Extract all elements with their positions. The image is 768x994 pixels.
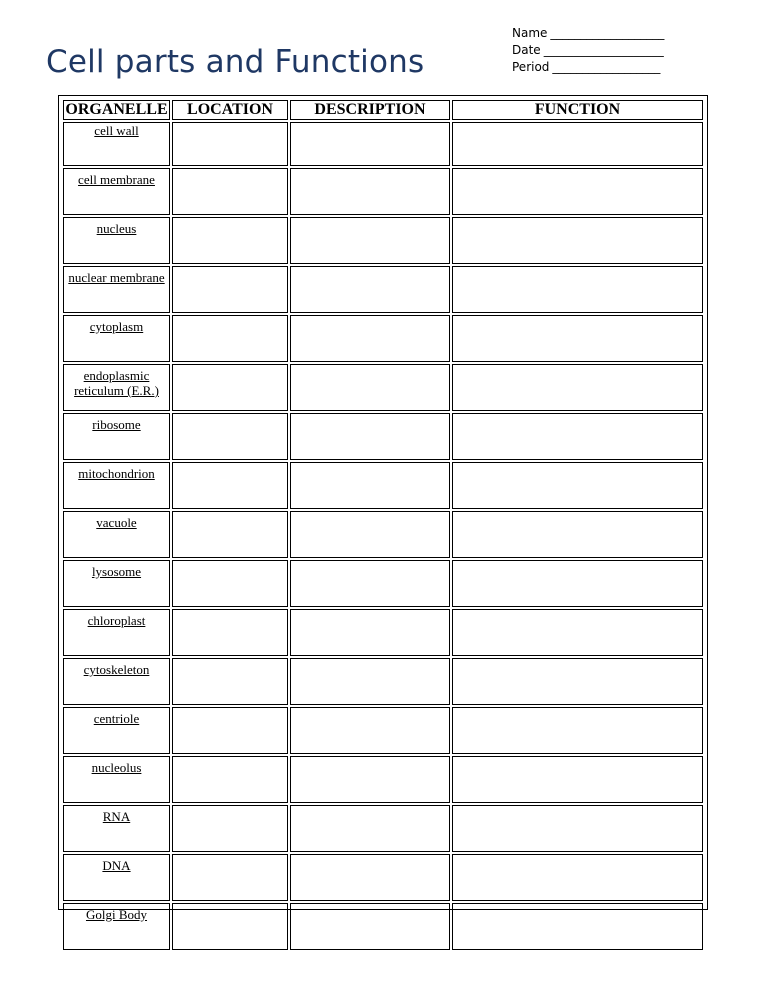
- worksheet-table-frame: [58, 95, 708, 922]
- description-cell[interactable]: [290, 658, 450, 705]
- student-info: [512, 25, 664, 76]
- location-cell[interactable]: [172, 511, 288, 558]
- description-cell[interactable]: [290, 462, 450, 509]
- header-function: FUNCTION: [452, 100, 703, 120]
- location-cell[interactable]: [172, 413, 288, 460]
- organelle-cell: centriole: [63, 707, 170, 754]
- name-field[interactable]: [512, 25, 664, 42]
- location-cell[interactable]: [172, 707, 288, 754]
- table-row: [63, 903, 703, 950]
- location-cell[interactable]: [172, 364, 288, 411]
- description-cell[interactable]: [290, 266, 450, 313]
- location-cell[interactable]: [172, 854, 288, 901]
- table-row: [63, 756, 703, 803]
- date-blank[interactable]: ____________________: [543, 43, 664, 57]
- table-row: [63, 707, 703, 754]
- description-cell[interactable]: [290, 805, 450, 852]
- header-row: [63, 100, 703, 120]
- table-row: [63, 511, 703, 558]
- function-cell[interactable]: [452, 805, 703, 852]
- function-cell[interactable]: [452, 854, 703, 901]
- location-cell[interactable]: [172, 266, 288, 313]
- description-cell[interactable]: [290, 903, 450, 950]
- description-cell[interactable]: [290, 511, 450, 558]
- function-cell[interactable]: [452, 560, 703, 607]
- table-row: [63, 266, 703, 313]
- location-cell[interactable]: [172, 217, 288, 264]
- function-cell[interactable]: [452, 413, 703, 460]
- location-cell[interactable]: [172, 756, 288, 803]
- description-cell[interactable]: [290, 854, 450, 901]
- table-body: [63, 122, 703, 950]
- description-cell[interactable]: [290, 609, 450, 656]
- organelle-cell: nucleus: [63, 217, 170, 264]
- date-field[interactable]: [512, 42, 664, 59]
- table-row: [63, 658, 703, 705]
- function-cell[interactable]: [452, 122, 703, 166]
- period-label: Period: [512, 60, 550, 74]
- organelle-cell: mitochondrion: [63, 462, 170, 509]
- location-cell[interactable]: [172, 168, 288, 215]
- description-cell[interactable]: [290, 122, 450, 166]
- organelle-cell: nuclear membrane: [63, 266, 170, 313]
- organelle-cell: cell wall: [63, 122, 170, 166]
- function-cell[interactable]: [452, 364, 703, 411]
- function-cell[interactable]: [452, 168, 703, 215]
- table-row: [63, 364, 703, 411]
- function-cell[interactable]: [452, 315, 703, 362]
- function-cell[interactable]: [452, 609, 703, 656]
- function-cell[interactable]: [452, 756, 703, 803]
- description-cell[interactable]: [290, 168, 450, 215]
- table-row: [63, 217, 703, 264]
- organelle-cell: nucleolus: [63, 756, 170, 803]
- table-row: [63, 854, 703, 901]
- function-cell[interactable]: [452, 511, 703, 558]
- function-cell[interactable]: [452, 903, 703, 950]
- location-cell[interactable]: [172, 560, 288, 607]
- table-row: [63, 805, 703, 852]
- organelle-cell: cytoskeleton: [63, 658, 170, 705]
- location-cell[interactable]: [172, 609, 288, 656]
- location-cell[interactable]: [172, 903, 288, 950]
- description-cell[interactable]: [290, 756, 450, 803]
- function-cell[interactable]: [452, 707, 703, 754]
- description-cell[interactable]: [290, 315, 450, 362]
- organelle-cell: cytoplasm: [63, 315, 170, 362]
- description-cell[interactable]: [290, 560, 450, 607]
- organelle-cell: lysosome: [63, 560, 170, 607]
- period-field[interactable]: [512, 59, 664, 76]
- name-blank[interactable]: ___________________: [550, 26, 665, 40]
- table-row: [63, 413, 703, 460]
- function-cell[interactable]: [452, 658, 703, 705]
- table-row: [63, 315, 703, 362]
- header-location: LOCATION: [172, 100, 288, 120]
- period-blank[interactable]: __________________: [552, 60, 661, 74]
- organelle-cell: endoplasmic reticulum (E.R.): [63, 364, 170, 411]
- location-cell[interactable]: [172, 315, 288, 362]
- organelle-table: [61, 98, 705, 952]
- location-cell[interactable]: [172, 805, 288, 852]
- description-cell[interactable]: [290, 364, 450, 411]
- location-cell[interactable]: [172, 122, 288, 166]
- table-row: [63, 609, 703, 656]
- function-cell[interactable]: [452, 462, 703, 509]
- table-row: [63, 122, 703, 166]
- location-cell[interactable]: [172, 658, 288, 705]
- organelle-cell: DNA: [63, 854, 170, 901]
- table-row: [63, 168, 703, 215]
- description-cell[interactable]: [290, 413, 450, 460]
- description-cell[interactable]: [290, 707, 450, 754]
- header-organelle: ORGANELLE: [63, 100, 170, 120]
- page-title: Cell parts and Functions: [46, 44, 425, 80]
- description-cell[interactable]: [290, 217, 450, 264]
- table-row: [63, 462, 703, 509]
- organelle-cell: ribosome: [63, 413, 170, 460]
- function-cell[interactable]: [452, 266, 703, 313]
- date-label: Date: [512, 43, 541, 57]
- organelle-cell: chloroplast: [63, 609, 170, 656]
- function-cell[interactable]: [452, 217, 703, 264]
- organelle-cell: Golgi Body: [63, 903, 170, 950]
- organelle-cell: cell membrane: [63, 168, 170, 215]
- location-cell[interactable]: [172, 462, 288, 509]
- table-row: [63, 560, 703, 607]
- name-label: Name: [512, 26, 548, 40]
- organelle-cell: vacuole: [63, 511, 170, 558]
- organelle-cell: RNA: [63, 805, 170, 852]
- header-description: DESCRIPTION: [290, 100, 450, 120]
